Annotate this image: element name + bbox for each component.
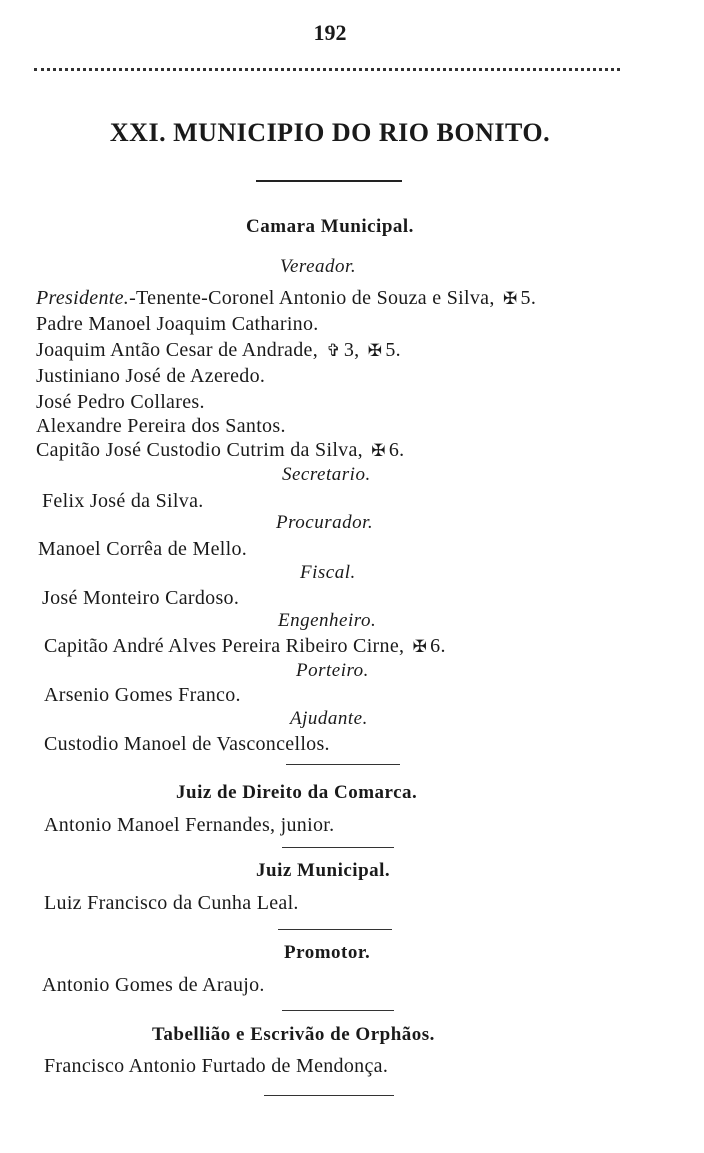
order-cross-icon: ✠	[367, 341, 383, 360]
engenheiro-order: 6.	[430, 635, 446, 657]
fiscal-label: Fiscal.	[300, 562, 356, 583]
secretario-label: Secretario.	[282, 464, 371, 485]
secretario-name: Felix José da Silva.	[42, 490, 204, 512]
order-cross-icon: ✠	[412, 637, 428, 656]
president-role: Presidente.	[36, 287, 130, 309]
order-cross-icon: ✠	[371, 441, 386, 460]
juiz-direito-name: Antonio Manoel Fernandes, junior.	[44, 814, 335, 836]
juiz-municipal-name: Luiz Francisco da Cunha Leal.	[44, 892, 299, 914]
engenheiro-name: Capitão André Alves Pereira Ribeiro Cirne,	[44, 635, 405, 657]
member-3: Justiniano José de Azeredo.	[36, 365, 266, 387]
procurador-name: Manoel Corrêa de Mello.	[38, 538, 248, 560]
tabelliao-heading: Tabellião e Escrivão de Orphãos.	[152, 1024, 435, 1045]
procurador-label: Procurador.	[276, 512, 374, 533]
member-6-order: 6.	[388, 439, 405, 461]
order-cross-icon: ✠	[502, 289, 518, 308]
juiz-direito-heading: Juiz de Direito da Comarca.	[176, 782, 418, 803]
section-rule	[264, 1095, 394, 1096]
vereador-label: Vereador.	[280, 256, 357, 277]
president-line	[36, 287, 536, 310]
member-2-order-b: 5.	[385, 339, 401, 361]
section-rule	[286, 764, 400, 765]
chapter-title: XXI. MUNICIPIO DO RIO BONITO.	[109, 118, 551, 147]
porteiro-label: Porteiro.	[296, 660, 369, 681]
member-2-name: Joaquim Antão Cesar de Andrade,	[36, 339, 319, 361]
member-6-name: Capitão José Custodio Cutrim da Silva,	[36, 439, 363, 461]
member-2	[36, 339, 401, 362]
header-rule	[34, 68, 620, 71]
promotor-name: Antonio Gomes de Araujo.	[42, 974, 265, 996]
juiz-municipal-heading: Juiz Municipal.	[256, 860, 391, 881]
ajudante-name: Custodio Manoel de Vasconcellos.	[44, 733, 330, 755]
member-2-order-a: 3,	[343, 339, 360, 361]
member-5: Alexandre Pereira dos Santos.	[36, 415, 286, 437]
member-4: José Pedro Collares.	[36, 391, 205, 413]
page-number: 192	[313, 20, 347, 45]
engenheiro-label: Engenheiro.	[278, 610, 377, 631]
president-order: 5.	[520, 287, 537, 309]
engenheiro-line	[44, 635, 446, 658]
section-rule	[282, 1010, 394, 1011]
promotor-heading: Promotor.	[284, 942, 371, 963]
president-text: -Tenente-Coronel Antonio de Souza e Silva,	[129, 287, 495, 309]
title-rule	[256, 180, 402, 182]
section-rule	[278, 929, 392, 930]
member-6	[36, 439, 404, 462]
camara-heading: Camara Municipal.	[246, 216, 414, 237]
section-rule	[282, 847, 394, 848]
member-1: Padre Manoel Joaquim Catharino.	[36, 313, 319, 335]
porteiro-name: Arsenio Gomes Franco.	[44, 684, 241, 706]
ajudante-label: Ajudante.	[290, 708, 368, 729]
christ-cross-icon: ✞	[326, 341, 341, 360]
fiscal-name: José Monteiro Cardoso.	[42, 587, 240, 609]
tabelliao-name: Francisco Antonio Furtado de Mendonça.	[44, 1055, 389, 1077]
